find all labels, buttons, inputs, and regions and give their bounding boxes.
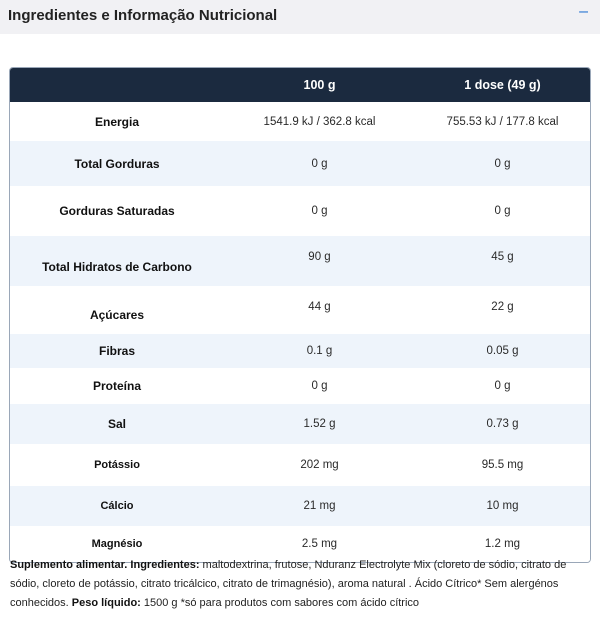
value-per-dose: 0.05 g <box>486 345 519 357</box>
value-per-100g: 44 g <box>308 301 331 313</box>
supplement-label: Suplemento alimentar. Ingredientes: <box>10 559 200 571</box>
value-per-dose: 22 g <box>491 301 514 313</box>
value-per-100g: 21 mg <box>303 500 336 512</box>
collapse-icon[interactable]: – <box>579 3 588 20</box>
ingredients-text: maltodextrina, frutose, Nduranz Electrolyte Mix (cloreto de sódio, citrato de sódio, cloreto de potássio, citrato tricálcico, citrato de trimagnésio), aroma natural . Ácido Cítrico* Sem alergénos conhecidos. <box>10 559 567 609</box>
table-row <box>10 236 590 286</box>
net-weight-text: 1500 g *só para produtos com sabores com ácido cítrico <box>140 597 420 609</box>
nutrient-name: Magnésio <box>91 538 143 550</box>
value-per-100g: 0.1 g <box>306 345 333 357</box>
nutrient-name: Açúcares <box>89 308 145 322</box>
value-per-dose: 0 g <box>494 157 511 170</box>
value-per-dose: 10 mg <box>486 500 519 512</box>
value-per-100g: 0 g <box>311 380 328 392</box>
table-row <box>10 286 590 334</box>
value-per-dose: 0 g <box>494 205 511 217</box>
value-per-100g: 90 g <box>308 251 331 263</box>
table-row <box>10 186 590 236</box>
table-row <box>10 444 590 486</box>
nutrient-name: Cálcio <box>100 500 134 512</box>
value-per-dose: 0.73 g <box>486 418 519 430</box>
table-row <box>10 334 590 368</box>
value-per-100g: 0 g <box>311 157 328 170</box>
net-weight-label: Peso líquido: <box>71 597 141 609</box>
value-per-100g: 202 mg <box>300 459 339 471</box>
value-per-dose: 95.5 mg <box>481 459 524 471</box>
nutrient-name: Fibras <box>98 344 135 358</box>
nutrient-name: Gorduras Saturadas <box>59 204 175 218</box>
column-header-nutrient <box>10 68 224 102</box>
section-header[interactable] <box>0 0 600 34</box>
nutrient-name: Proteína <box>92 379 141 393</box>
nutrient-name: Sal <box>107 417 126 431</box>
value-per-100g: 2.5 mg <box>301 538 338 550</box>
value-per-100g: 1541.9 kJ / 362.8 kcal <box>263 115 376 128</box>
table-row <box>10 102 590 141</box>
nutrient-name: Total Gorduras <box>74 156 160 171</box>
value-per-dose: 1.2 mg <box>484 538 521 550</box>
column-header-per-100g: 100 g <box>303 78 336 92</box>
column-header-per-dose: 1 dose (49 g) <box>464 78 541 92</box>
nutrition-table <box>9 67 591 563</box>
nutrient-name: Energia <box>94 114 139 129</box>
value-per-dose: 755.53 kJ / 177.8 kcal <box>446 115 559 128</box>
nutrient-name: Total Hidratos de Carbono <box>42 260 192 274</box>
table-row <box>10 486 590 526</box>
nutrient-name: Potássio <box>94 459 140 471</box>
value-per-100g: 1.52 g <box>303 418 336 430</box>
table-row <box>10 141 590 186</box>
table-row <box>10 404 590 444</box>
ingredients-paragraph <box>10 556 592 613</box>
table-header-row <box>10 68 590 102</box>
table-row <box>10 368 590 404</box>
value-per-100g: 0 g <box>311 205 328 217</box>
value-per-dose: 45 g <box>491 251 514 263</box>
section-title: Ingredientes e Informação Nutricional <box>8 7 278 24</box>
value-per-dose: 0 g <box>494 380 511 392</box>
